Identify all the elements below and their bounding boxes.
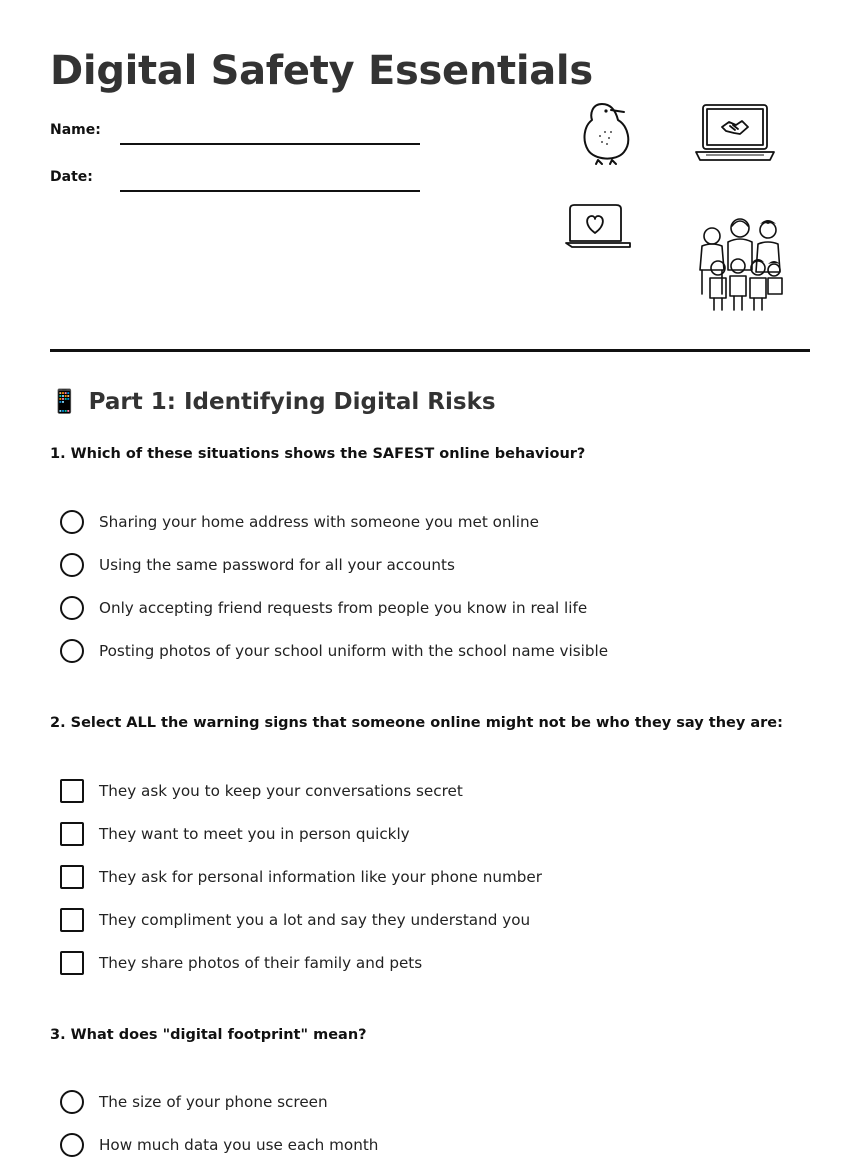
header-divider (50, 349, 810, 352)
q1-option-3-radio[interactable] (60, 596, 84, 620)
question-3: 3. What does "digital footprint" mean? (50, 1027, 367, 1043)
q1-option-4-radio[interactable] (60, 639, 84, 663)
q1-option-1[interactable] (60, 509, 539, 535)
q2-option-4[interactable] (60, 907, 530, 933)
q2-option-5[interactable] (60, 950, 422, 976)
worksheet-title: Digital Safety Essentials (50, 48, 593, 94)
question-1: 1. Which of these situations shows the SAFEST online behaviour? (50, 446, 586, 462)
q1-option-2-radio[interactable] (60, 553, 84, 577)
section-title-text: Part 1: Identifying Digital Risks (88, 388, 496, 415)
q2-option-2[interactable] (60, 821, 410, 847)
family-group-icon (694, 214, 788, 314)
name-write-line[interactable] (120, 143, 420, 145)
q1-option-4[interactable] (60, 638, 608, 664)
kiwi-bird-icon (578, 96, 638, 166)
q2-option-4-checkbox[interactable] (60, 908, 84, 932)
name-field[interactable] (50, 122, 101, 138)
q2-option-5-label: They share photos of their family and pets (99, 954, 423, 972)
q2-option-2-checkbox[interactable] (60, 822, 84, 846)
date-write-line[interactable] (120, 190, 420, 192)
q1-option-2-label: Using the same password for all your accounts (99, 556, 455, 574)
date-label: Date: (50, 169, 93, 185)
name-label: Name: (50, 122, 101, 138)
q2-option-2-label: They want to meet you in person quickly (99, 825, 410, 843)
q1-option-4-label: Posting photos of your school uniform with the school name visible (99, 642, 609, 660)
q2-option-4-label: They compliment you a lot and say they understand you (99, 911, 531, 929)
q2-option-1[interactable] (60, 778, 463, 804)
q2-option-1-checkbox[interactable] (60, 779, 84, 803)
q2-option-3-checkbox[interactable] (60, 865, 84, 889)
q1-option-1-label: Sharing your home address with someone you met online (99, 513, 539, 531)
question-2: 2. Select ALL the warning signs that someone online might not be who they say they are: (50, 715, 783, 731)
heart-message-icon (564, 203, 632, 253)
q1-option-3[interactable] (60, 595, 587, 621)
q3-option-1[interactable] (60, 1089, 328, 1115)
date-field[interactable] (50, 169, 93, 185)
q3-option-2-radio[interactable] (60, 1133, 84, 1157)
section-title-part-1 (50, 388, 496, 415)
q3-option-2-label: How much data you use each month (99, 1136, 379, 1154)
q1-option-1-radio[interactable] (60, 510, 84, 534)
q2-option-3[interactable] (60, 864, 542, 890)
q1-option-2[interactable] (60, 552, 455, 578)
q3-option-2[interactable] (60, 1132, 378, 1158)
q2-option-1-label: They ask you to keep your conversations secret (99, 782, 463, 800)
q3-option-1-radio[interactable] (60, 1090, 84, 1114)
q2-option-5-checkbox[interactable] (60, 951, 84, 975)
q2-option-3-label: They ask for personal information like your phone number (99, 868, 542, 886)
laptop-handshake-icon (694, 102, 776, 164)
mobile-phone-icon: 📱 (50, 389, 79, 415)
q1-option-3-label: Only accepting friend requests from people you know in real life (99, 599, 588, 617)
q3-option-1-label: The size of your phone screen (99, 1093, 328, 1111)
